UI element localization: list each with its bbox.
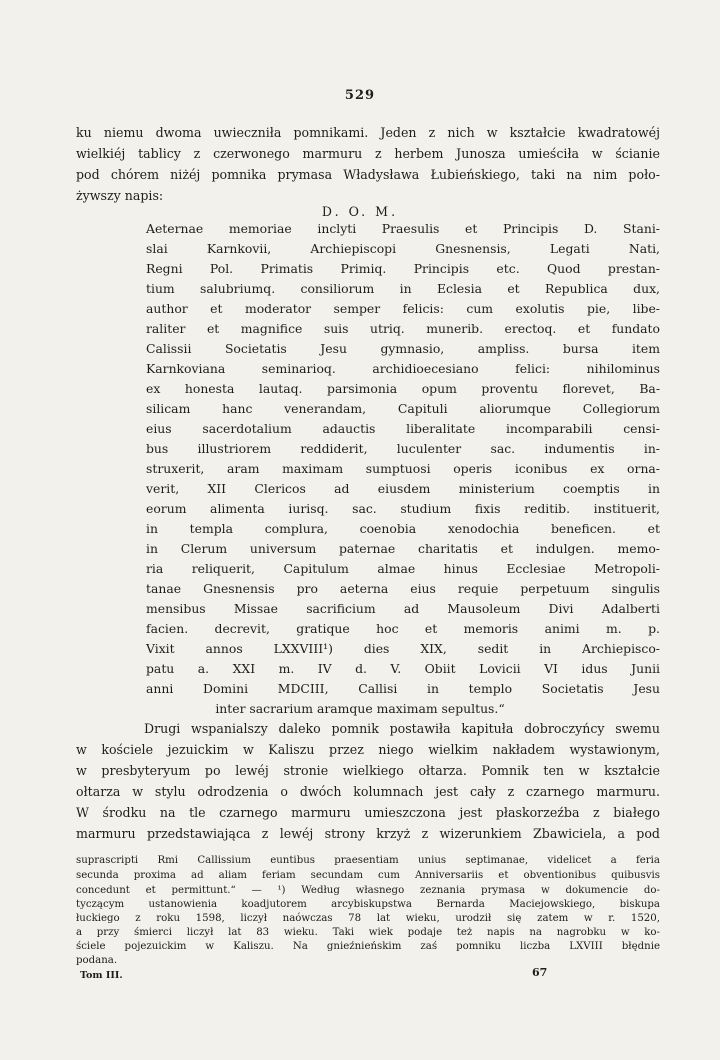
footnote-line: concedunt et permittunt.“ — ¹) Według własnego zeznania prymasa w dokumencie do- [76, 885, 660, 896]
inscription-line: tium salubriumq. consiliorum in Eclesia et Republica dux, [146, 281, 660, 296]
footnote-line: secunda proxima ad aliam feriam secundam cum Anniversariis et obventionibus quibusvis [76, 870, 660, 881]
footnote-line: tyczącym ustanowienia koadjutorem arcybiskupstwa Bernarda Maciejowskiego, biskupa [76, 899, 660, 910]
inscription-line: eorum alimenta iurisq. sac. studium fixis reditib. instituerit, [146, 501, 660, 516]
inscription-line: facien. decrevit, gratique hoc et memoris animi m. p. [146, 621, 660, 636]
page-number: 529 [344, 88, 376, 103]
footnote-line: ściele pojezuickim w Kaliszu. Na gnieźnieńskim zaś pomniku liczba LXVIII błędnie [76, 941, 660, 952]
inscription-line: anni Domini MDCIII, Callisi in templo Societatis Jesu [146, 681, 660, 696]
inscription-line: in Clerum universum paternae charitatis et indulgen. memo- [146, 541, 660, 556]
sheet-number: 67 [532, 966, 548, 979]
inscription-line: ex honesta lautaq. parsimonia opum proventu florevet, Ba- [146, 381, 660, 396]
inscription-line: struxerit, aram maximam sumptuosi operis iconibus ex orna- [146, 461, 660, 476]
text-line: żywszy napis: [76, 188, 164, 203]
text-line: w kościele jezuickim w Kaliszu przez niego wielkim nakładem wystawionym, [76, 742, 660, 757]
inscription-line: verit, XII Clericos ad eiusdem ministerium coemptis in [146, 481, 660, 496]
inscription-line: bus illustriorem reddiderit, luculenter sac. indumentis in- [146, 441, 660, 456]
footnote-line: suprascripti Rmi Callissium euntibus praesentiam unius septimanae, videlicet a feria [76, 855, 660, 866]
footnote-line: podana. [76, 955, 118, 966]
inscription-line: Vixit annos LXXVIII¹) dies XIX, sedit in Archiepisco- [146, 641, 660, 656]
text-line: wielkiéj tablicy z czerwonego marmuru z herbem Junosza umieściła w ścianie [76, 146, 660, 161]
volume-signature: Tom III. [80, 970, 123, 981]
inscription-line: Calissii Societatis Jesu gymnasio, ampliss. bursa item [146, 341, 660, 356]
text-line: w presbyteryum po lewéj stronie wielkiego ołtarza. Pomnik ten w kształcie [76, 763, 660, 778]
inscription-line: mensibus Missae sacrificium ad Mausoleum Divi Adalberti [146, 601, 660, 616]
text-line: Drugi wspanialszy daleko pomnik postawiła kapituła dobroczyńcy swemu [144, 721, 660, 736]
inscription-line: ria reliquerit, Capitulum almae hinus Ecclesiae Metropoli- [146, 561, 660, 576]
inscription-line: slai Karnkovii, Archiepiscopi Gnesnensis, Legati Nati, [146, 241, 660, 256]
inscription-line: Aeternae memoriae inclyti Praesulis et Principis D. Stani- [146, 221, 660, 236]
inscription-heading: D. O. M. [321, 204, 399, 219]
inscription-line: eius sacerdotalium adauctis liberalitate incomparabili censi- [146, 421, 660, 436]
text-line: pod chórem niżéj pomnika prymasa Władysława Łubieńskiego, taki na nim poło- [76, 167, 660, 182]
text-line: marmuru przedstawiająca z lewéj strony krzyż z wizerunkiem Zbawiciela, a pod [76, 826, 660, 841]
inscription-line: tanae Gnesnensis pro aeterna eius requie perpetuum singulis [146, 581, 660, 596]
text-line: W środku na tle czarnego marmuru umieszczona jest płaskorzeźba z białego [76, 805, 660, 820]
text-line: ołtarza w stylu odrodzenia o dwóch kolumnach jest cały z czarnego marmuru. [76, 784, 660, 799]
text-line: ku niemu dwoma uwieczniła pomnikami. Jeden z nich w kształcie kwadratowéj [76, 125, 660, 140]
footnote-line: łuckiego z roku 1598, liczył naówczas 78 lat wieku, urodził się zatem w r. 1520, [76, 913, 660, 924]
inscription-line: in templa complura, coenobia xenodochia beneficen. et [146, 521, 660, 536]
inscription-line: author et moderator semper felicis: cum exolutis pie, libe- [146, 301, 660, 316]
inscription-line: raliter et magnifice suis utriq. munerib. erectoq. et fundato [146, 321, 660, 336]
inscription-line: inter sacrarium aramque maximam sepultus.“ [215, 701, 505, 716]
footnote-line: a przy śmierci liczył lat 83 wieku. Taki wiek podaje też napis na nagrobku w ko- [76, 927, 660, 938]
inscription-line: patu a. XXI m. IV d. V. Obiit Lovicii VI idus Junii [146, 661, 660, 676]
inscription-line: silicam hanc venerandam, Capituli aliorumque Collegiorum [146, 401, 660, 416]
inscription-line: Regni Pol. Primatis Primiq. Principis etc. Quod prestan- [146, 261, 660, 276]
inscription-line: Karnkoviana seminarioq. archidioecesiano felici: nihilominus [146, 361, 660, 376]
